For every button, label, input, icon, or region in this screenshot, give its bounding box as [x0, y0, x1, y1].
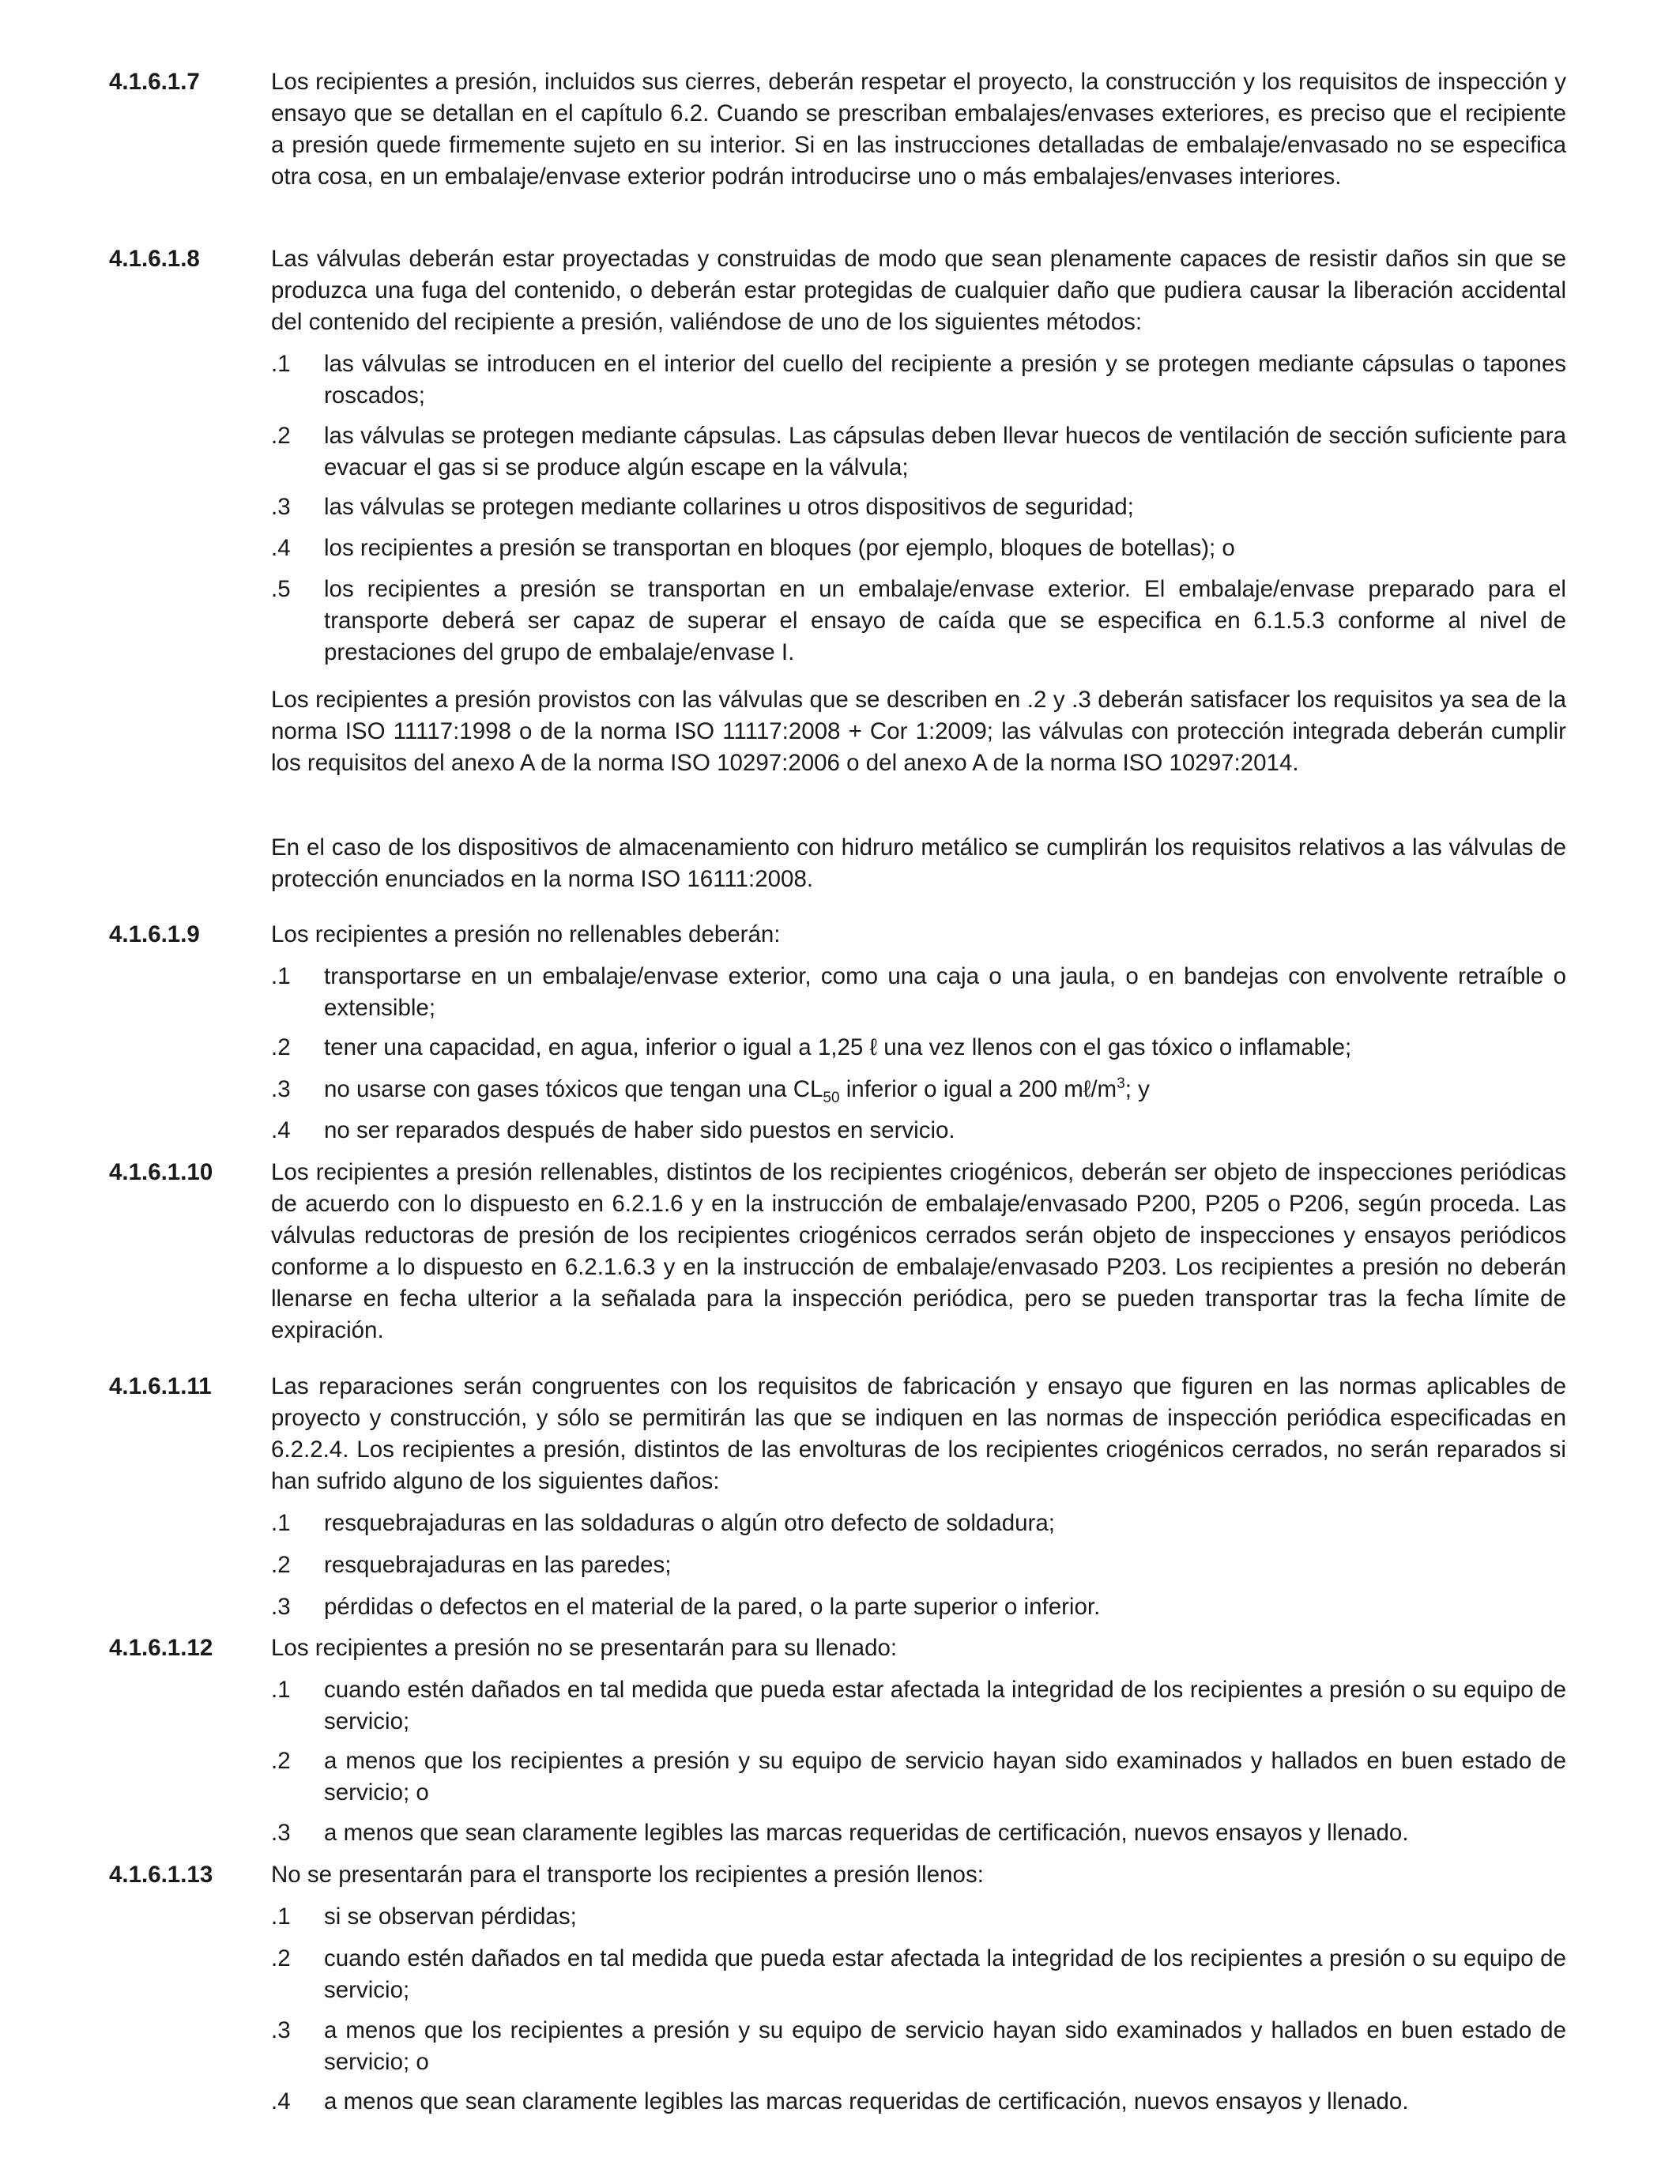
- list-item-number: .4: [271, 1117, 291, 1143]
- list-item-number: .2: [271, 423, 291, 449]
- section-number: 4.1.6.1.12: [109, 1635, 213, 1661]
- section-text: No se presentarán para el transporte los recipientes a presión llenos:: [271, 1862, 984, 1888]
- list-item-text: a menos que sean claramente legibles las marcas requeridas de certificación, nuevos ensayos y llenado.: [324, 1820, 1409, 1846]
- section-text: Las válvulas deberán estar proyectadas y construidas de modo que sean plenamente capaces de resistir daños sin que se produzca una fuga del contenido, o deberán estar protegidas de cualquier daño que pudiera causar la liberación accidental del contenido del recipiente a presión, valiéndose de uno de los siguientes métodos:: [271, 246, 1566, 335]
- list-item-number: .1: [271, 1677, 291, 1703]
- list-item-text: no ser reparados después de haber sido puestos en servicio.: [324, 1117, 955, 1143]
- section-number: 4.1.6.1.10: [109, 1159, 213, 1185]
- list-item-text: las válvulas se protegen mediante cápsulas. Las cápsulas deben llevar huecos de ventilación de sección suficiente para evacuar el gas si se produce algún escape en la válvula;: [324, 423, 1566, 480]
- list-item-text: pérdidas o defectos en el material de la pared, o la parte superior o inferior.: [324, 1594, 1101, 1620]
- list-item-text: a menos que los recipientes a presión y su equipo de servicio hayan sido examinados y hallados en buen estado de servicio; o: [324, 1748, 1566, 1806]
- section-paragraph: En el caso de los dispositivos de almacenamiento con hidruro metálico se cumplirán los requisitos relativos a las válvulas de protección enunciados en la norma ISO 16111:2008.: [271, 834, 1566, 892]
- section-number: 4.1.6.1.11: [109, 1373, 212, 1399]
- list-item-text: las válvulas se introducen en el interior del cuello del recipiente a presión y se protegen mediante cápsulas o tapones roscados;: [324, 351, 1566, 409]
- section-number: 4.1.6.1.8: [109, 246, 200, 272]
- section-text: Los recipientes a presión no rellenables deberán:: [271, 921, 781, 947]
- list-item-number: .3: [271, 1594, 291, 1620]
- section-paragraph: Los recipientes a presión provistos con las válvulas que se describen en .2 y .3 deberán satisfacer los requisitos ya sea de la norma ISO 11117:1998 o de la norma ISO 11117:2008 + Cor 1:2009; las válvulas con protección integrada deberán cumplir los requisitos del anexo A de la norma ISO 10297:2006 o del anexo A de la norma ISO 10297:2014.: [271, 687, 1566, 776]
- list-item-number: .3: [271, 1076, 291, 1102]
- list-item-text: a menos que sean claramente legibles las marcas requeridas de certificación, nuevos ensayos y llenado.: [324, 2088, 1409, 2114]
- list-item-text: las válvulas se protegen mediante collarines u otros dispositivos de seguridad;: [324, 494, 1134, 520]
- list-item-number: .3: [271, 494, 291, 520]
- section-number: 4.1.6.1.9: [109, 921, 200, 947]
- list-item-number: .2: [271, 1552, 291, 1578]
- list-item-number: .5: [271, 576, 291, 602]
- section-text: Los recipientes a presión, incluidos sus cierres, deberán respetar el proyecto, la construcción y los requisitos de inspección y ensayo que se detallan en el capítulo 6.2. Cuando se prescriban embalajes/envases exteriores, es preciso que el recipiente a presión quede firmemente sujeto en su interior. Si en las instrucciones detalladas de embalaje/envasado no se especifica otra cosa, en un embalaje/envase exterior podrán introducirse uno o más embalajes/envases interiores.: [271, 69, 1566, 190]
- list-item-number: .4: [271, 2088, 291, 2114]
- list-item-number: .1: [271, 1510, 291, 1536]
- list-item-number: .2: [271, 1748, 291, 1774]
- list-item-number: .1: [271, 1903, 291, 1930]
- list-item-text: los recipientes a presión se transportan en bloques (por ejemplo, bloques de botellas); o: [324, 535, 1235, 561]
- list-item-text: no usarse con gases tóxicos que tengan una $CL_{50}$ inferior o igual a 200 $m\ell/m^3$; y: [324, 1075, 1150, 1106]
- list-item-number: .4: [271, 535, 291, 561]
- list-item-number: .1: [271, 963, 291, 989]
- list-item-text: cuando estén dañados en tal medida que pueda estar afectada la integridad de los recipientes a presión o su equipo de servicio;: [324, 1945, 1566, 2003]
- list-item-number: .2: [271, 1945, 291, 1971]
- list-item-text: cuando estén dañados en tal medida que pueda estar afectada la integridad de los recipientes a presión o su equipo de servicio;: [324, 1677, 1566, 1734]
- list-item-text: los recipientes a presión se transportan en un embalaje/envase exterior. El embalaje/envase preparado para el transporte deberá ser capaz de superar el ensayo de caída que se especifica en 6.1.5.3 conforme al nivel de prestaciones del grupo de embalaje/envase I.: [324, 576, 1566, 665]
- list-item-text: a menos que los recipientes a presión y su equipo de servicio hayan sido examinados y hallados en buen estado de servicio; o: [324, 2017, 1566, 2075]
- list-item-text: si se observan pérdidas;: [324, 1903, 577, 1930]
- section-number: 4.1.6.1.7: [109, 69, 200, 95]
- section-text: Las reparaciones serán congruentes con los requisitos de fabricación y ensayo que figuren en las normas aplicables de proyecto y construcción, y sólo se permitirán las que se indiquen en las normas de inspección periódica especificadas en 6.2.2.4. Los recipientes a presión, distintos de las envolturas de los recipientes criogénicos cerrados, no serán reparados si han sufrido alguno de los siguientes daños:: [271, 1373, 1566, 1494]
- list-item-text: tener una capacidad, en agua, inferior o igual a 1,25 ℓ una vez llenos con el gas tóxico o inflamable;: [324, 1034, 1352, 1060]
- list-item-number: .3: [271, 1820, 291, 1846]
- list-item-number: .3: [271, 2017, 291, 2043]
- section-number: 4.1.6.1.13: [109, 1862, 213, 1888]
- list-item-number: .1: [271, 351, 291, 377]
- section-text: Los recipientes a presión rellenables, distintos de los recipientes criogénicos, deberán ser objeto de inspecciones periódicas de acuerdo con lo dispuesto en 6.2.1.6 y en la instrucción de embalaje/envasado P200, P205 o P206, según proceda. Las válvulas reductoras de presión de los recipientes criogénicos cerrados serán objeto de inspecciones y ensayos periódicos conforme a lo dispuesto en 6.2.1.6.3 y en la instrucción de embalaje/envasado P203. Los recipientes a presión no deberán llenarse en fecha ulterior a la señalada para la inspección periódica, pero se pueden transportar tras la fecha límite de expiración.: [271, 1159, 1566, 1343]
- section-text: Los recipientes a presión no se presentarán para su llenado:: [271, 1635, 898, 1661]
- list-item-number: .2: [271, 1034, 291, 1060]
- list-item-text: resquebrajaduras en las paredes;: [324, 1552, 672, 1578]
- list-item-text: transportarse en un embalaje/envase exterior, como una caja o una jaula, o en bandejas con envolvente retraíble o extensible;: [324, 963, 1566, 1021]
- list-item-text: resquebrajaduras en las soldaduras o algún otro defecto de soldadura;: [324, 1510, 1055, 1536]
